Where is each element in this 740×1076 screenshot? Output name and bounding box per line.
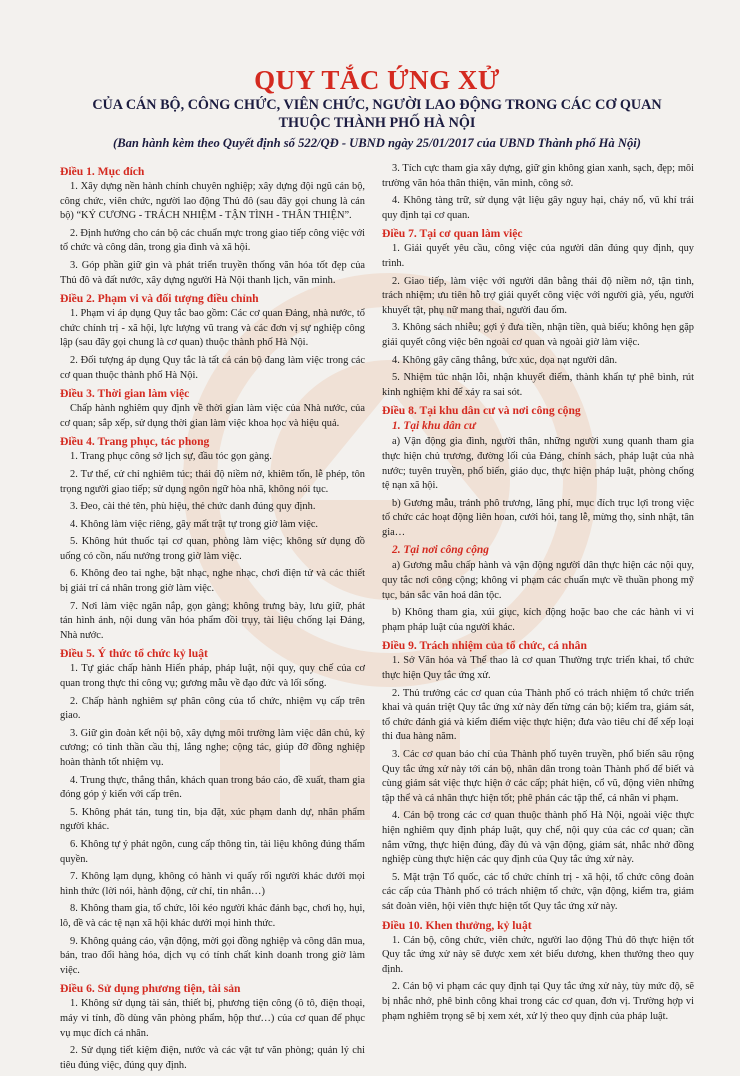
document-title: QUY TẮC ỨNG XỬ <box>254 65 500 95</box>
paragraph: 6. Không tự ý phát ngôn, cung cấp thông tin, tài liệu không đúng thẩm quyền. <box>60 838 365 865</box>
subsection-heading: 2. Tại nơi công cộng <box>392 544 489 557</box>
paragraph: 2. Cán bộ vi phạm các quy định tại Quy tắc ứng xử này, tùy mức độ, sẽ bị nhắc nhở, phê bình công khai trong các cơ quan, đơn vị. Trường hợp vi phạm nghiêm trọng sẽ bị xem xét, xử lý theo quy định của pháp luật. <box>382 981 694 1022</box>
document-subtitle-line1: CỦA CÁN BỘ, CÔNG CHỨC, VIÊN CHỨC, NGƯỜI LAO ĐỘNG TRONG CÁC CƠ QUAN <box>92 97 662 113</box>
paragraph: 1. Sở Văn hóa và Thể thao là cơ quan Thường trực triển khai, tổ chức thực hiện Quy tắc ứng xử. <box>382 655 694 682</box>
article-heading: Điều 10. Khen thưởng, kỷ luật <box>382 918 532 932</box>
paragraph: 1. Tự giác chấp hành Hiến pháp, pháp luật, nội quy, quy chế của cơ quan trong thực thi công vụ; gương mẫu về đạo đức và lối sống. <box>60 663 365 690</box>
paragraph: 5. Nhiệm túc nhận lỗi, nhận khuyết điểm, thành khẩn tự phê bình, rút kinh nghiệm khi để xảy ra sai sót. <box>382 372 694 398</box>
right-column <box>382 162 694 1076</box>
paragraph: 3. Giữ gìn đoàn kết nội bộ, xây dựng môi trường làm việc dân chủ, kỷ cương; có tinh thần cầu thị, lắng nghe; cộng tác, giúp đỡ đồng nghiệp hoàn thành tốt nhiệm vụ. <box>60 727 365 768</box>
paragraph: 1. Cán bộ, công chức, viên chức, người lao động Thủ đô thực hiện tốt Quy tắc ứng xử này sẽ được xem xét biểu dương, khen thưởng theo quy định. <box>382 934 694 975</box>
paragraph: b) Không tham gia, xúi giục, kích động hoặc bao che các hành vi vi phạm pháp luật của người khác. <box>382 607 694 633</box>
paragraph: 1. Giải quyết yêu cầu, công việc của người dân đúng quy định, quy trình. <box>382 243 694 269</box>
article-heading: Điều 9. Trách nhiệm của tổ chức, cá nhân <box>382 639 587 653</box>
paragraph: 3. Tích cực tham gia xây dựng, giữ gìn không gian xanh, sạch, đẹp; môi trường văn hóa thân thiện, văn minh, công sở. <box>382 163 694 189</box>
paragraph: 1. Trang phục công sở lịch sự, đầu tóc gọn gàng. <box>70 451 272 463</box>
paragraph: 7. Nơi làm việc ngăn nắp, gọn gàng; không trưng bày, lưu giữ, phát tán hình ảnh, nội dung văn hóa phẩm đồi trụy, tài liệu chống lại Đảng, Nhà nước. <box>60 600 365 641</box>
paragraph: 9. Không quảng cáo, vận động, mời gọi đồng nghiệp và công dân mua, bán, trao đổi hàng hóa, dịch vụ có tính chất kinh doanh trong giờ làm việc. <box>60 935 365 976</box>
paragraph: 3. Đeo, cài thẻ tên, phù hiệu, thẻ chức danh đúng quy định. <box>70 501 316 513</box>
article-heading: Điều 2. Phạm vi và đối tượng điều chỉnh <box>60 292 259 306</box>
paragraph: a) Vận động gia đình, người thân, những người xung quanh tham gia thực hiện chủ trương, đường lối của Đảng, chính sách, pháp luật của nhà nước; tuyên truyền, phổ biến, giáo dục, thực hiện pháp luật, phòng chống tệ nạn xã hội. <box>382 436 694 492</box>
paragraph: 4. Trung thực, thẳng thắn, khách quan trong báo cáo, đề xuất, tham gia đóng góp ý kiến với cấp trên. <box>60 774 365 801</box>
document-header <box>60 64 694 152</box>
paragraph: 6. Không đeo tai nghe, bật nhạc, nghe nhạc, chơi điện tử và các thiết bị giải trí cá nhân trong giờ làm việc. <box>60 568 365 595</box>
paragraph: 2. Đối tượng áp dụng Quy tắc là tất cả cán bộ đang làm việc trong các cơ quan thuộc thành phố Hà Nội. <box>60 354 365 381</box>
left-column <box>60 162 365 1076</box>
paragraph: a) Gương mẫu chấp hành và vận động người dân thực hiện các nội quy, quy tắc nơi công cộng; không vi phạm các chuẩn mực về thuần phong mỹ tục, bản sắc văn hoá dân tộc. <box>382 560 694 601</box>
paragraph: 8. Không tham gia, tổ chức, lôi kéo người khác đánh bạc, chơi họ, hụi, lô, đề và các tệ nạn xã hội khác dưới mọi hình thức. <box>60 903 365 929</box>
document-body <box>60 162 694 1076</box>
paragraph: 1. Xây dựng nền hành chính chuyên nghiệp; xây dựng đội ngũ cán bộ, công chức, viên chức, người lao động Thủ đô (sau đây gọi chung là cán bộ) “KỶ CƯƠNG - TRÁCH NHIỆM - TẬN TÌNH - THÂN THIỆN”. <box>60 181 365 222</box>
issuance-note: (Ban hành kèm theo Quyết định số 522/QĐ - UBND ngày 25/01/2017 của UBND Thành phố Hà Nội) <box>113 136 641 150</box>
paragraph: 2. Thủ trưởng các cơ quan của Thành phố có trách nhiệm tổ chức triển khai và quán triệt Quy tắc ứng xử này đến từng cán bộ; kiểm tra, giám sát, tổ chức đánh giá và kiểm điểm việc thực hiện; đưa vào tiêu chí để xếp loại thi đua hàng năm. <box>382 687 694 743</box>
paragraph: 4. Không làm việc riêng, gây mất trật tự trong giờ làm việc. <box>70 518 319 530</box>
paragraph: 5. Không hút thuốc tại cơ quan, phòng làm việc; không sử dụng đồ uống có cồn, nấu nướng trong giờ làm việc. <box>60 536 365 562</box>
paragraph: 2. Giao tiếp, làm việc với người dân bằng thái độ niềm nở, tận tình, trách nhiệm; ưu tiên hỗ trợ giải quyết công việc với người già, yếu, người khuyết tật, phụ nữ mang thai, người đau ốm. <box>382 275 694 316</box>
paragraph: 3. Các cơ quan báo chí của Thành phố tuyên truyền, phổ biến sâu rộng Quy tắc ứng xử này tới cán bộ, nhân dân trong toàn Thành phố để biết và cùng giám sát việc thực hiện ở các cấp; phát hiện, cổ vũ, động viên những tập thể và cá nhân thực hiện tốt; phê phán các tập thể, cá nhân vi phạm. <box>382 749 694 804</box>
paragraph: 5. Mặt trận Tổ quốc, các tổ chức chính trị - xã hội, tổ chức công đoàn các cấp của Thành phố có trách nhiệm tổ chức, vận động, kiểm tra, giám sát đoàn viên, hội viên thực hiện tốt Quy tắc ứng xử này. <box>382 871 694 912</box>
paragraph: 7. Không lạm dụng, không có hành vi quấy rối người khác dưới mọi hình thức (lời nói, hành động, cử chỉ, tin nhắn…) <box>60 871 365 897</box>
paragraph: 3. Góp phần giữ gìn và phát triển truyền thống văn hóa tốt đẹp của Thủ đô và đất nước, xây dựng người Hà Nội thanh lịch, văn minh. <box>60 259 365 286</box>
article-heading: Điều 6. Sử dụng phương tiện, tài sản <box>60 982 241 996</box>
paragraph: 3. Không sách nhiễu; gợi ý đưa tiền, nhận tiền, quà biếu; không hẹn gặp giải quyết công việc bên ngoài cơ quan và ngoài giờ làm việc. <box>382 322 694 348</box>
paragraph: 5. Không phát tán, tung tin, bịa đặt, xúc phạm danh dự, nhân phẩm người khác. <box>60 806 365 833</box>
paragraph: 4. Cán bộ trong các cơ quan thuộc thành phố Hà Nội, ngoài việc thực hiện nghiêm quy định pháp luật, quy chế, nội quy của các cơ quan; cần nắm vững, thực hiện đúng, đầy đủ và vận động, giám sát, nhắc nhở đồng nghiệp cùng thực hiện các quy định của Quy tắc ứng xử này. <box>382 810 694 866</box>
article-heading: Điều 3. Thời gian làm việc <box>60 387 190 401</box>
paragraph: 4. Không gây căng thẳng, bức xúc, dọa nạt người dân. <box>392 354 618 366</box>
article-heading: Điều 1. Mục đích <box>60 165 145 178</box>
article-heading: Điều 7. Tại cơ quan làm việc <box>382 227 523 241</box>
paragraph: 4. Không tàng trữ, sử dụng vật liệu gây nguy hại, cháy nổ, vũ khí trái quy định tại cơ quan. <box>382 195 694 221</box>
paragraph: 1. Phạm vi áp dụng Quy tắc bao gồm: Các cơ quan Đảng, nhà nước, tổ chức chính trị - xã hội, lực lượng vũ trang và các đơn vị sự nghiệp công lập (sau đây gọi chung là cơ quan) thuộc thành phố Hà Nội. <box>60 308 365 349</box>
article-heading: Điều 5. Ý thức tổ chức kỷ luật <box>60 647 208 661</box>
paragraph: 2. Chấp hành nghiêm sự phân công của tổ chức, nhiệm vụ cấp trên giao. <box>60 695 365 722</box>
paragraph: 2. Sử dụng tiết kiệm điện, nước và các vật tư văn phòng; quản lý chi tiêu đúng việc, đúng quy định. <box>60 1045 365 1071</box>
paragraph: 1. Không sử dụng tài sản, thiết bị, phương tiện công (ô tô, điện thoại, máy vi tính, đồ dùng văn phòng phẩm, hộp thư…) của cơ quan để phục vụ mục đích cá nhân. <box>60 998 365 1039</box>
article-heading: Điều 8. Tại khu dân cư và nơi công cộng <box>382 404 581 418</box>
paragraph: Chấp hành nghiêm quy định về thời gian làm việc của Nhà nước, của cơ quan; sắp xếp, sử dụng thời gian làm việc khoa học và hiệu quả. <box>60 403 365 429</box>
paragraph: 2. Định hướng cho cán bộ các chuẩn mực trong giao tiếp công việc với tổ chức và công dân, trong gia đình và xã hội. <box>60 227 365 254</box>
paragraph: b) Gương mẫu, tránh phô trương, lãng phí, mục đích trục lợi trong việc tổ chức các hoạt động liên hoan, cưới hỏi, tang lễ, mừng thọ, sinh nhật, tân gia… <box>382 497 694 538</box>
document-subtitle-line2: THUỘC THÀNH PHỐ HÀ NỘI <box>278 115 476 131</box>
article-heading: Điều 4. Trang phục, tác phong <box>60 435 210 449</box>
subsection-heading: 1. Tại khu dân cư <box>392 420 476 433</box>
paragraph: 2. Tư thế, cử chỉ nghiêm túc; thái độ niềm nở, khiêm tốn, lễ phép, tôn trọng người giao tiếp; sử dụng ngôn ngữ hòa nhã, không nói tục. <box>60 468 365 495</box>
